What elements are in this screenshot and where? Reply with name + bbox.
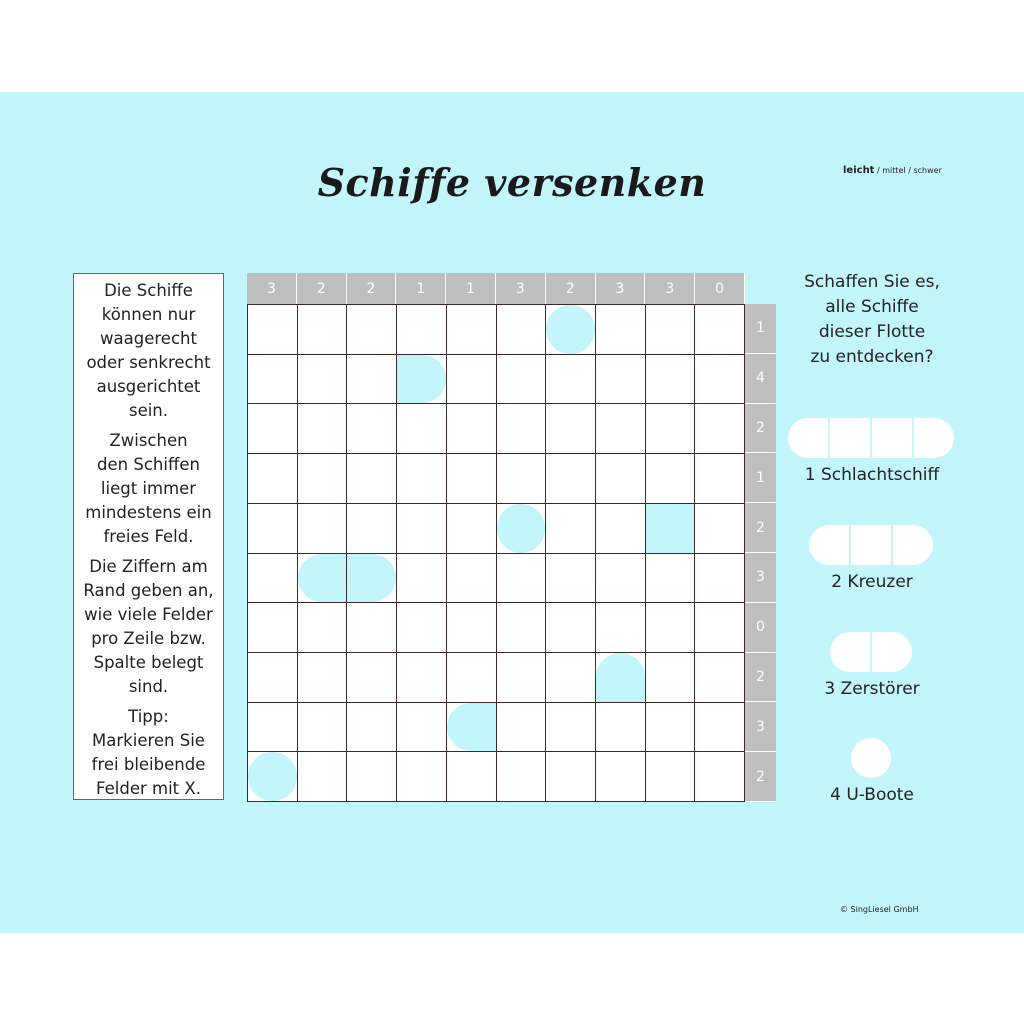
grid-cell[interactable]: [546, 553, 596, 603]
row-clue: 2: [745, 752, 776, 802]
grid-cell[interactable]: [646, 602, 696, 652]
grid-cell[interactable]: [695, 751, 745, 801]
ship-piece-circle: [497, 504, 546, 553]
grid-cell[interactable]: [248, 403, 298, 453]
grid-cell[interactable]: [546, 652, 596, 702]
difficulty-selector: [843, 165, 942, 176]
grid-cell[interactable]: [248, 453, 298, 503]
rules-line: den Schiffen: [97, 455, 200, 474]
rules-line: sein.: [128, 401, 169, 420]
grid-cell[interactable]: [497, 503, 547, 553]
grid-cell[interactable]: [298, 702, 348, 752]
rules-line: liegt immer: [100, 479, 197, 498]
ship-piece-end-left: [298, 554, 347, 603]
grid-cell[interactable]: [248, 702, 298, 752]
ship-piece-square: [646, 504, 695, 553]
rules-line: oder senkrecht: [86, 353, 211, 372]
grid-cell[interactable]: [347, 553, 397, 603]
rules-line: Die Ziffern am: [89, 557, 208, 576]
grid-cell[interactable]: [397, 354, 447, 404]
row-clue: 3: [745, 702, 776, 752]
grid-cell[interactable]: [248, 354, 298, 404]
rules-paragraph: [74, 429, 223, 549]
grid-cell[interactable]: [298, 403, 348, 453]
grid-cell[interactable]: [248, 751, 298, 801]
grid-cell[interactable]: [596, 702, 646, 752]
row-clue: 2: [745, 404, 776, 454]
grid-cell[interactable]: [248, 304, 298, 354]
grid-cell[interactable]: [497, 602, 547, 652]
grid-cell[interactable]: [298, 304, 348, 354]
rules-line: Markieren Sie: [92, 731, 205, 750]
grid-cell[interactable]: [397, 304, 447, 354]
fleet-question: [780, 270, 964, 370]
grid-cell[interactable]: [397, 453, 447, 503]
fleet-question-line: Schaffen Sie es,: [804, 272, 940, 292]
board: [247, 304, 745, 802]
grid-cell[interactable]: [646, 702, 696, 752]
difficulty-easy[interactable]: leicht: [843, 165, 875, 176]
grid-cell[interactable]: [347, 503, 397, 553]
grid-cell[interactable]: [646, 652, 696, 702]
grid-cell[interactable]: [695, 553, 745, 603]
grid-cell[interactable]: [447, 702, 497, 752]
ship-piece-end-right: [397, 355, 446, 404]
grid-cell[interactable]: [397, 503, 447, 553]
column-clue: 0: [695, 273, 745, 304]
grid-cell[interactable]: [546, 602, 596, 652]
difficulty-separator: /: [905, 166, 914, 175]
rules-box: [73, 273, 224, 800]
ship-segment: [809, 525, 849, 565]
rules-line: Zwischen: [109, 431, 188, 450]
rules-line: freies Feld.: [103, 527, 194, 546]
rules-line: sind.: [128, 677, 169, 696]
rules-line: Spalte belegt: [93, 653, 204, 672]
column-clue: 2: [546, 273, 596, 304]
grid-cell[interactable]: [397, 403, 447, 453]
column-clue: 3: [247, 273, 297, 304]
grid-cell[interactable]: [497, 453, 547, 503]
grid-cell[interactable]: [546, 503, 596, 553]
rules-line: ausgerichtet: [96, 377, 201, 396]
grid-cell[interactable]: [646, 553, 696, 603]
grid-cell[interactable]: [248, 652, 298, 702]
ship-piece-circle: [248, 752, 297, 801]
grid-cell[interactable]: [695, 304, 745, 354]
grid-cell[interactable]: [397, 602, 447, 652]
grid-cell[interactable]: [248, 553, 298, 603]
grid-cell[interactable]: [695, 602, 745, 652]
grid-cell[interactable]: [596, 652, 646, 702]
grid-cell[interactable]: [596, 503, 646, 553]
column-clue: 1: [396, 273, 446, 304]
rules-line: Tipp:: [128, 707, 169, 726]
rules-paragraph: [74, 279, 223, 423]
grid-cell[interactable]: [596, 453, 646, 503]
grid-cell[interactable]: [347, 602, 397, 652]
grid-cell[interactable]: [646, 453, 696, 503]
ship-segment: [872, 418, 912, 458]
grid-cell[interactable]: [497, 751, 547, 801]
ship-piece-end-left: [447, 703, 496, 752]
grid-cell[interactable]: [695, 403, 745, 453]
grid-cell[interactable]: [497, 304, 547, 354]
fleet-question-line: alle Schiffe: [825, 297, 919, 317]
column-clue: 3: [645, 273, 695, 304]
grid-cell[interactable]: [298, 652, 348, 702]
rules-line: können nur: [101, 305, 196, 324]
grid-cell[interactable]: [546, 304, 596, 354]
ship-label: 2 Kreuzer: [831, 572, 913, 592]
rules-paragraph: [74, 705, 223, 801]
grid-cell[interactable]: [347, 652, 397, 702]
grid-cell[interactable]: [298, 602, 348, 652]
grid-cell[interactable]: [447, 652, 497, 702]
grid-cell[interactable]: [347, 403, 397, 453]
grid-cell[interactable]: [546, 354, 596, 404]
grid-cell[interactable]: [347, 354, 397, 404]
grid-cell[interactable]: [646, 304, 696, 354]
grid-cell[interactable]: [695, 453, 745, 503]
rules-line: wie viele Felder: [84, 605, 213, 624]
ship-label: 4 U-Boote: [830, 785, 914, 805]
grid-cell[interactable]: [447, 503, 497, 553]
grid-cell[interactable]: [596, 751, 646, 801]
grid-cell[interactable]: [646, 503, 696, 553]
grid-cell[interactable]: [347, 751, 397, 801]
rules-paragraph: [74, 555, 223, 699]
row-clues: [745, 304, 776, 802]
row-clue: 3: [745, 553, 776, 603]
grid-cell[interactable]: [397, 553, 447, 603]
column-clue: 2: [297, 273, 347, 304]
rules-line: frei bleibende: [91, 755, 206, 774]
difficulty-medium[interactable]: mittel: [882, 166, 906, 175]
grid-cell[interactable]: [447, 354, 497, 404]
grid-cell[interactable]: [695, 503, 745, 553]
grid-cell[interactable]: [646, 354, 696, 404]
row-clue: 4: [745, 354, 776, 404]
ship-segment: [893, 525, 933, 565]
grid-cell[interactable]: [248, 602, 298, 652]
column-clue: 2: [347, 273, 397, 304]
ship-segment: [872, 632, 912, 672]
copyright: © SingLiesel GmbH: [840, 905, 919, 914]
rules-line: waagerecht: [100, 329, 197, 348]
grid-cell[interactable]: [447, 453, 497, 503]
grid-cell[interactable]: [347, 304, 397, 354]
ship-segment: [914, 418, 954, 458]
grid-cell[interactable]: [447, 602, 497, 652]
ship-segment: [830, 418, 870, 458]
ship-icon: [851, 738, 891, 778]
row-clue: 2: [745, 503, 776, 553]
ship-icon: [788, 418, 954, 458]
rules-line: pro Zeile bzw.: [91, 629, 206, 648]
grid-cell[interactable]: [596, 553, 646, 603]
row-clue: 1: [745, 453, 776, 503]
ship-piece-end-right: [347, 554, 396, 603]
page-title: Schiffe versenken: [317, 160, 707, 205]
grid-cell[interactable]: [695, 652, 745, 702]
grid-cell[interactable]: [596, 403, 646, 453]
row-clue: 2: [745, 653, 776, 703]
difficulty-separator: /: [874, 166, 883, 175]
grid-cell[interactable]: [447, 304, 497, 354]
ship-segment: [851, 525, 891, 565]
grid-cell[interactable]: [397, 652, 447, 702]
column-clue: 3: [496, 273, 546, 304]
grid-cell[interactable]: [497, 354, 547, 404]
grid-cell[interactable]: [298, 453, 348, 503]
grid-cell[interactable]: [497, 553, 547, 603]
ship-label: 3 Zerstörer: [824, 679, 920, 699]
grid-cell[interactable]: [347, 702, 397, 752]
ship-icon: [830, 632, 912, 672]
grid-cell[interactable]: [298, 553, 348, 603]
ship-label: 1 Schlachtschiff: [804, 465, 940, 485]
column-clue: 3: [596, 273, 646, 304]
ship-segment: [830, 632, 870, 672]
grid-cell[interactable]: [347, 453, 397, 503]
grid-cell[interactable]: [447, 403, 497, 453]
fleet-question-line: zu entdecken?: [810, 347, 934, 367]
grid-cell[interactable]: [646, 403, 696, 453]
grid-cell[interactable]: [397, 702, 447, 752]
grid-cell[interactable]: [497, 403, 547, 453]
difficulty-hard[interactable]: schwer: [913, 166, 942, 175]
grid-cell[interactable]: [298, 354, 348, 404]
grid-cell[interactable]: [596, 304, 646, 354]
ship-segment: [851, 738, 891, 778]
rules-line: Felder mit X.: [96, 779, 201, 798]
grid-cell[interactable]: [397, 751, 447, 801]
grid-cell[interactable]: [298, 503, 348, 553]
grid-cell[interactable]: [447, 553, 497, 603]
rules-line: mindestens ein: [85, 503, 212, 522]
grid-cell[interactable]: [497, 702, 547, 752]
grid-cell[interactable]: [596, 602, 646, 652]
rules-line: Die Schiffe: [104, 281, 193, 300]
row-clue: 0: [745, 603, 776, 653]
ship-piece-circle: [546, 305, 595, 354]
ship-segment: [788, 418, 828, 458]
row-clue: 1: [745, 304, 776, 354]
grid-cell[interactable]: [695, 702, 745, 752]
grid-cell[interactable]: [546, 702, 596, 752]
grid-cell[interactable]: [298, 751, 348, 801]
ship-piece-end-top: [596, 653, 645, 702]
grid-cell[interactable]: [546, 751, 596, 801]
rules-line: Rand geben an,: [83, 581, 214, 600]
grid-cell[interactable]: [596, 354, 646, 404]
column-clue: 1: [446, 273, 496, 304]
grid-cell[interactable]: [497, 652, 547, 702]
grid-cell[interactable]: [546, 453, 596, 503]
fleet-question-line: dieser Flotte: [818, 322, 926, 342]
grid-cell[interactable]: [546, 403, 596, 453]
grid-cell[interactable]: [695, 354, 745, 404]
grid-cell[interactable]: [248, 503, 298, 553]
ship-icon: [809, 525, 933, 565]
grid-cell[interactable]: [447, 751, 497, 801]
grid-cell[interactable]: [646, 751, 696, 801]
column-clues: [247, 273, 745, 304]
